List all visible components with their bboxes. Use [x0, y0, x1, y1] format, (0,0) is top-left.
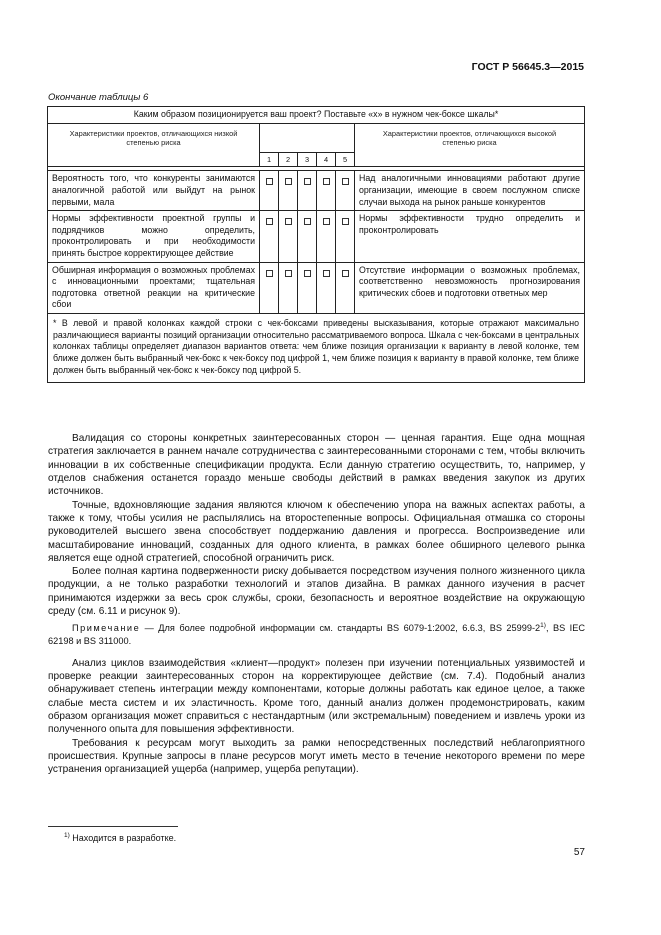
note-footnote-mark: 1): [540, 622, 546, 630]
paragraph-analysis: Анализ циклов взаимодействия «клиент—продукт» полезен при изучении потенциальных уязвимостей и проверке реакции заинтересованных сторон на корректирующее действие (см. 7.4). Подобный анализ обнаруживает степень интеграции между компонентами, которые должны работать как единое целое, а также слабые места систем и их эластичность. Кроме того, данный анализ должен продемонстрировать, каким образом организация может справиться с нестандартным (или экстремальным) поведением и извлечь уроки из полученного опыта для повышения эффективности.: [48, 657, 585, 736]
note-text-end: , BS IEC 62198 и BS 311000.: [48, 623, 585, 646]
paragraph-resources: Требования к ресурсам могут выходить за рамки непосредственных последствий неблагоприятного происшествия. Крупные запросы в плане ресурсов могут иметь место в течение некоторого времени по мере устранения организацией ущерба (например, ущерба репутации).: [48, 737, 585, 776]
row-left-text: Обширная информация о возможных проблемах с инновационными проектами; тщательная подготовка ответной реакции на критические сбои: [48, 262, 260, 313]
right-column-header: Характеристики проектов, отличающихся высокой степенью риска: [355, 123, 585, 167]
checkbox-1[interactable]: [260, 171, 279, 211]
checkbox-2[interactable]: [279, 171, 298, 211]
note-text: — Для более подробной информации см. стандарты BS 6079-1:2002, 6.6.3, BS 25999-2: [140, 623, 541, 634]
checkbox-3[interactable]: [298, 211, 317, 262]
footnote-divider: [48, 826, 178, 827]
note: [48, 622, 585, 646]
checkbox-3[interactable]: [298, 171, 317, 211]
row-right-text: Нормы эффективности трудно определить и проконтролировать: [355, 211, 585, 262]
checkbox-1[interactable]: [260, 262, 279, 313]
checkbox-1[interactable]: [260, 211, 279, 262]
scale-header-spacer: [260, 123, 355, 152]
checkbox-2[interactable]: [279, 211, 298, 262]
checkbox-5[interactable]: [336, 211, 355, 262]
paragraph-lifecycle: Более полная картина подверженности риску добывается посредством изучения полного жизненного цикла продукции, а не только разработки технологий и этапов дизайна. В рамках данного изучения в расчет принимаются издержки за весь срок службы, сроки, безопасность и вероятное воздействие на окружающую среду (см. 6.11 и рисунок 9).: [48, 566, 585, 618]
scale-number-1: 1: [260, 152, 279, 167]
footnote-text: Находится в разработке.: [72, 833, 177, 843]
table-question: Каким образом позиционируется ваш проект? Поставьте «х» в нужном чек-боксе шкалы*: [48, 107, 585, 124]
checkbox-2[interactable]: [279, 262, 298, 313]
risk-table: [47, 106, 585, 383]
table-row: [48, 211, 585, 262]
paragraph-validation: Валидация со стороны конкретных заинтересованных сторон — ценная гарантия. Еще одна мощная стратегия заключается в раннем начале сотрудничества с заинтересованными сторонами с тем, чтобы включить инновации в их собственные спецификации продукта. Если данную стратегию осуществить, то, например, у отделов снабжения останется гораздо меньше свободы действий в рамках введения закупок из других источников.: [48, 433, 585, 498]
page-number: 57: [573, 847, 585, 858]
table-caption: Окончание таблицы 6: [48, 92, 149, 103]
footnote-mark: 1): [64, 832, 70, 839]
checkbox-4[interactable]: [317, 211, 336, 262]
paragraph-tasks: Точные, вдохновляющие задания являются ключом к обеспечению упора на важных аспектах работы, а также к тому, чтобы усилия не распылялись на второстепенные вопросы. Официальная отмашка со стороны руководителей высшего звена способствует поддержанию давления и прогресса. Воспроизведение или масштабирование инноваций, созданных для одного клиента, в рамках более обширного целевого рынка является еще одной стратегией, способной ограничить риск.: [48, 499, 585, 564]
row-left-text: Нормы эффективности проектной группы и подрядчиков можно определить, проконтролировать и при необходимости принять быстрое корректирующее действие: [48, 211, 260, 262]
document-id: ГОСТ Р 56645.3—2015: [471, 61, 584, 73]
page-footnote: [64, 832, 176, 843]
scale-number-4: 4: [317, 152, 336, 167]
row-right-text: Отсутствие информации о возможных проблемах, соответственно невозможность прогнозирования критических сбоев и подготовки ответных мер: [355, 262, 585, 313]
checkbox-3[interactable]: [298, 262, 317, 313]
table-row: [48, 262, 585, 313]
checkbox-5[interactable]: [336, 171, 355, 211]
note-label: Примечание: [72, 623, 141, 634]
scale-number-5: 5: [336, 152, 355, 167]
row-right-text: Над аналогичными инновациями работают другие организации, имеющие в своем послужном списке случаи выхода на рынок раньше конкурентов: [355, 171, 585, 211]
scale-number-3: 3: [298, 152, 317, 167]
table-row: [48, 171, 585, 211]
table-footnote: * В левой и правой колонках каждой строки с чек-боксами приведены высказывания, которые отражают максимально различающиеся варианты позиций организации относительно рассматриваемого вопроса. Шкала с чек-боксами в центральных колонках таблицы определяет диапазон вариантов ответа: чем ближе позиция организации к варианту в левой колонке, тем ближе должен быть выбранный чек-бокс к чек-боксу под цифрой 1, чем ближе позиция к варианту в правой колонке, тем ближе должен быть выбранный чек-бокс к чек-боксу под цифрой 5.: [48, 314, 585, 383]
scale-number-2: 2: [279, 152, 298, 167]
row-left-text: Вероятность того, что конкуренты занимаются аналогичной работой или выйдут на рынок первыми, мала: [48, 171, 260, 211]
checkbox-4[interactable]: [317, 171, 336, 211]
checkbox-5[interactable]: [336, 262, 355, 313]
left-column-header: Характеристики проектов, отличающихся низкой степенью риска: [48, 123, 260, 167]
body-text: [48, 432, 585, 777]
checkbox-4[interactable]: [317, 262, 336, 313]
